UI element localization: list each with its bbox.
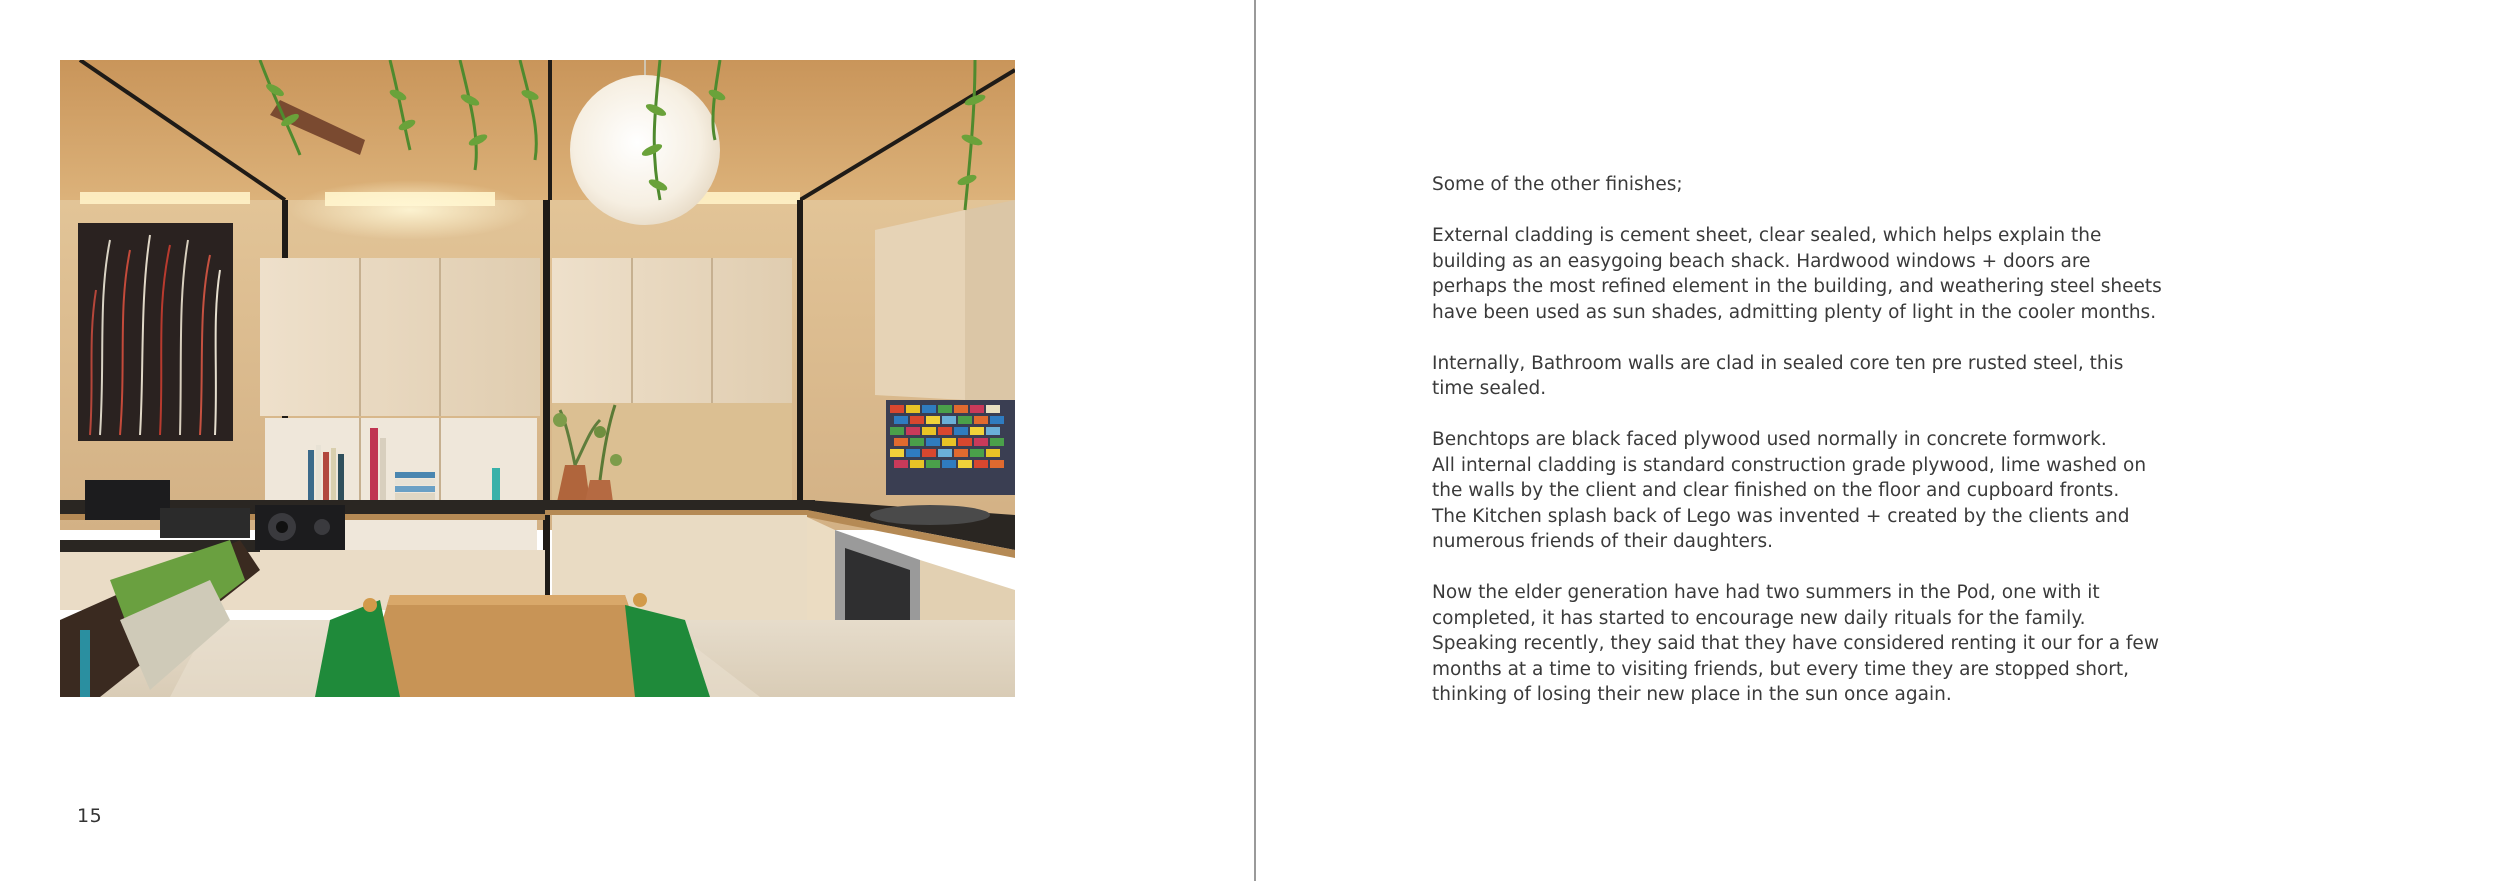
text-line: completed, it has started to encourage new daily rituals for the family.: [1432, 607, 2086, 629]
page-number: 15: [77, 805, 103, 827]
body-text: [1432, 172, 2162, 733]
text-line: Benchtops are black faced plywood used normally in concrete formwork.: [1432, 429, 2107, 450]
text-line: External cladding is cement sheet, clear sealed, which helps explain the: [1432, 225, 2102, 246]
paragraph-benchtops: [1432, 427, 2152, 555]
text-line: Speaking recently, they said that they have considered renting it our for a few: [1432, 633, 2159, 654]
text-line: have been used as sun shades, admitting plenty of light in the cooler months.: [1432, 301, 2157, 323]
text-line: Some of the other finishes;: [1432, 174, 1683, 195]
text-line: building as an easygoing beach shack. Hardwood windows + doors are: [1432, 250, 2091, 272]
paragraph-external-finishes: [1432, 223, 2162, 325]
text-line: time sealed.: [1432, 378, 1547, 399]
kitchen-photo: [60, 60, 1015, 697]
text-line: numerous friends of their daughters.: [1432, 531, 1773, 552]
text-line: All internal cladding is standard construction grade plywood, lime washed on: [1432, 454, 2147, 476]
kitchen-illustration: [60, 60, 1015, 697]
right-page: [1256, 0, 2500, 881]
text-line: perhaps the most refined element in the building, and weathering steel sheets: [1432, 276, 2162, 297]
text-line: Now the elder generation have had two summers in the Pod, one with it: [1432, 582, 2100, 603]
text-line: months at a time to visiting friends, but every time they are stopped short,: [1432, 658, 2130, 680]
text-line: the walls by the client and clear finished on the floor and cupboard fronts.: [1432, 480, 2120, 501]
paragraph-bathroom: [1432, 351, 2152, 402]
paragraph-family-rituals: [1432, 580, 2159, 708]
intro-paragraph: [1432, 172, 2152, 198]
text-line: thinking of losing their new place in the sun once again.: [1432, 684, 1952, 705]
text-line: The Kitchen splash back of Lego was invented + created by the clients and: [1432, 505, 2130, 527]
text-line: Internally, Bathroom walls are clad in sealed core ten pre rusted steel, this: [1432, 352, 2124, 374]
